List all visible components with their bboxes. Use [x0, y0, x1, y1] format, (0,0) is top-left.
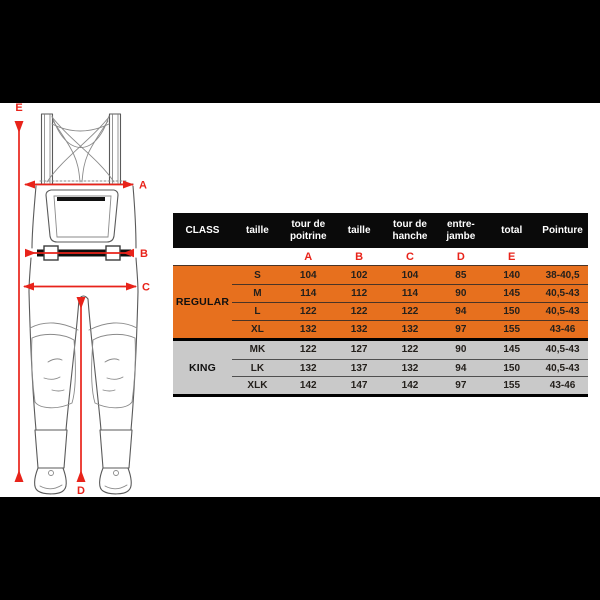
- table-cell: 122: [350, 306, 368, 317]
- size-group: [173, 265, 588, 338]
- measure-letter: B: [355, 250, 364, 263]
- table-cell: 145: [503, 288, 521, 299]
- table-cell: 150: [503, 306, 521, 317]
- table-cell: 114: [300, 288, 317, 299]
- table-cell: 94: [455, 306, 467, 317]
- table-cell: 132: [350, 324, 368, 335]
- table-cell: M: [253, 288, 262, 299]
- column-header: entre-jambe: [446, 219, 476, 242]
- table-cell: 132: [401, 362, 419, 374]
- measure-label-a: A: [139, 179, 147, 192]
- table-cell: 38-40,5: [545, 269, 580, 281]
- table-cell: MK: [249, 344, 266, 356]
- table-cell: 122: [401, 306, 419, 317]
- measure-label-c: C: [142, 281, 150, 294]
- arrow-e: [15, 102, 24, 482]
- table-cell: 90: [455, 344, 467, 356]
- table-cell: 142: [401, 380, 419, 392]
- table-header-row: [173, 213, 588, 248]
- table-cell: 97: [455, 380, 467, 392]
- table-body: [173, 265, 588, 397]
- table-cell: 155: [503, 324, 521, 335]
- class-cell: KING: [188, 361, 217, 374]
- table-cell: 90: [455, 288, 467, 299]
- table-cell: 40,5-43: [545, 288, 580, 299]
- table-cell: LK: [250, 362, 265, 374]
- measure-letter: [537, 248, 588, 265]
- table-cell: 40,5-43: [545, 344, 580, 356]
- measure-letter: E: [508, 250, 516, 263]
- column-header: total: [501, 224, 523, 236]
- table-cell: 145: [503, 344, 521, 356]
- table-cell: L: [254, 306, 261, 317]
- table-row: [232, 302, 588, 320]
- table-cell: 112: [351, 288, 368, 299]
- table-cell: 155: [503, 380, 521, 392]
- wader-drawing: [29, 114, 138, 494]
- measure-letter-row: [173, 248, 588, 265]
- table-cell: 122: [299, 344, 317, 356]
- table-row: [232, 266, 588, 284]
- table-row: [232, 320, 588, 338]
- table-cell: 150: [503, 362, 521, 374]
- table-cell: 85: [455, 269, 467, 281]
- table-cell: 40,5-43: [545, 362, 580, 374]
- column-header: tour de hanche: [392, 219, 428, 242]
- table-cell: 132: [401, 324, 419, 335]
- table-cell: 122: [299, 306, 317, 317]
- table-cell: 114: [401, 288, 419, 299]
- table-cell: 142: [299, 380, 317, 392]
- size-table: [173, 213, 588, 397]
- table-cell: 132: [299, 324, 317, 335]
- group-rows: [232, 266, 588, 338]
- chest-pocket: [46, 190, 118, 242]
- measure-letter: [173, 248, 232, 265]
- table-cell: 127: [350, 344, 368, 356]
- measure-label-e: E: [15, 102, 23, 114]
- table-cell: 94: [455, 362, 467, 374]
- column-header: CLASS: [185, 224, 220, 236]
- measure-letter: C: [406, 250, 414, 263]
- column-header: tour de poitrine: [289, 219, 327, 242]
- size-group: [173, 338, 588, 394]
- table-row: [232, 341, 588, 359]
- table-cell: 137: [350, 362, 368, 374]
- measure-letter: D: [456, 250, 465, 263]
- table-cell: 102: [350, 269, 368, 281]
- measure-letter: [232, 248, 283, 265]
- table-row: [232, 359, 588, 377]
- dimension-arrows: [15, 102, 151, 497]
- column-header: taille: [246, 224, 269, 236]
- table-row: [232, 284, 588, 302]
- table-cell: 104: [299, 269, 317, 281]
- suspenders: [40, 114, 128, 184]
- legs: [29, 292, 138, 430]
- class-cell: REGULAR: [175, 296, 230, 308]
- arrow-c: [23, 282, 150, 294]
- column-header: taille: [347, 224, 371, 236]
- measure-label-b: B: [140, 248, 148, 260]
- table-cell: 40,5-43: [545, 306, 580, 317]
- table-cell: 97: [455, 324, 467, 335]
- measure-label-d: D: [77, 485, 85, 497]
- table-cell: 104: [401, 269, 419, 281]
- column-header: Pointure: [542, 224, 583, 236]
- table-cell: 140: [503, 269, 521, 281]
- table-cell: 122: [401, 344, 419, 356]
- table-cell: XLK: [247, 380, 268, 392]
- table-cell: XL: [251, 324, 264, 335]
- arrow-d: [77, 297, 86, 497]
- table-row: [232, 376, 588, 394]
- group-rows: [232, 341, 588, 394]
- table-cell: 132: [299, 362, 317, 374]
- table-cell: 147: [350, 380, 368, 392]
- table-cell: 43-46: [549, 380, 576, 392]
- measure-letter: A: [304, 250, 313, 263]
- table-cell: S: [254, 269, 261, 281]
- table-cell: 43-46: [549, 324, 576, 335]
